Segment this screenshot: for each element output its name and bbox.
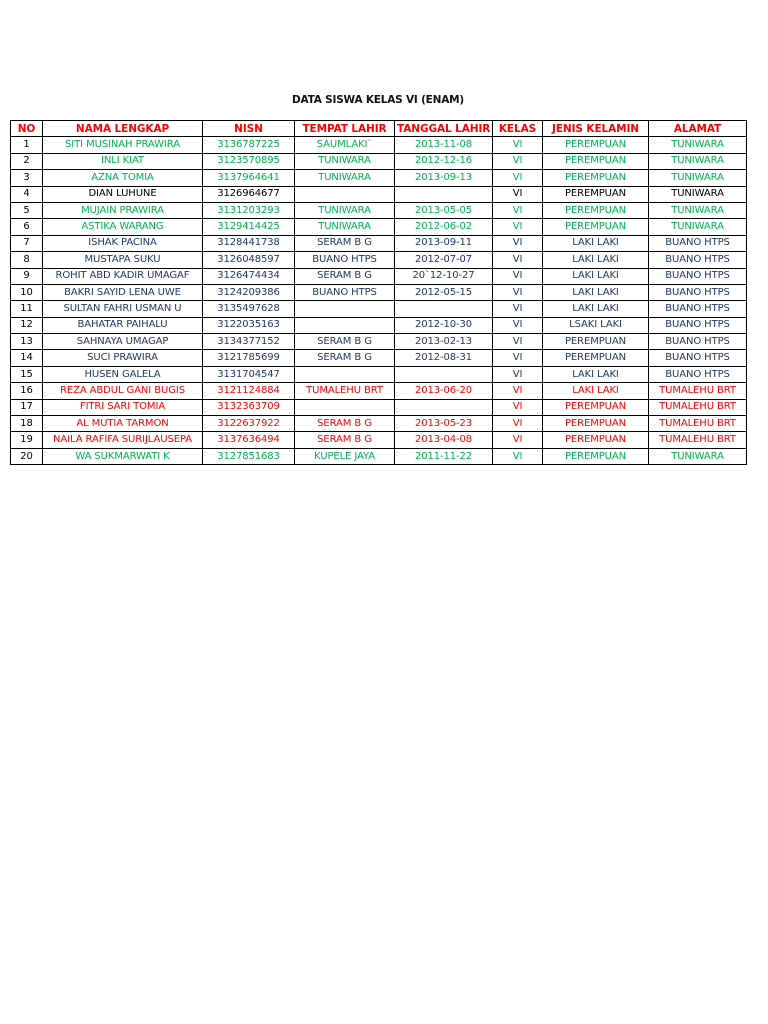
cell-kelas: VI bbox=[493, 284, 543, 300]
table-row bbox=[11, 137, 747, 153]
table-row bbox=[11, 366, 747, 382]
cell-nama-lengkap: MUJAIN PRAWIRA bbox=[43, 202, 203, 218]
cell-alamat: TUNIWARA bbox=[649, 153, 747, 169]
cell-tanggal-lahir bbox=[395, 301, 493, 317]
cell-nisn: 3123570895 bbox=[203, 153, 295, 169]
cell-nama-lengkap: ROHIT ABD KADIR UMAGAF bbox=[43, 268, 203, 284]
cell-no: 19 bbox=[11, 432, 43, 448]
cell-no: 2 bbox=[11, 153, 43, 169]
table-row bbox=[11, 153, 747, 169]
table-row bbox=[11, 432, 747, 448]
cell-kelas: VI bbox=[493, 334, 543, 350]
cell-nisn: 3132363709 bbox=[203, 399, 295, 415]
cell-kelas: VI bbox=[493, 268, 543, 284]
cell-tanggal-lahir: 2013-09-13 bbox=[395, 170, 493, 186]
table-row bbox=[11, 301, 747, 317]
table-row bbox=[11, 252, 747, 268]
cell-tanggal-lahir: 2012-07-07 bbox=[395, 252, 493, 268]
cell-no: 17 bbox=[11, 399, 43, 415]
cell-kelas: VI bbox=[493, 350, 543, 366]
cell-no: 9 bbox=[11, 268, 43, 284]
cell-no: 10 bbox=[11, 284, 43, 300]
cell-jenis-kelamin: PEREMPUAN bbox=[543, 137, 649, 153]
cell-tempat-lahir bbox=[295, 317, 395, 333]
cell-jenis-kelamin: PEREMPUAN bbox=[543, 448, 649, 464]
cell-tempat-lahir bbox=[295, 366, 395, 382]
column-header-nisn: NISN bbox=[203, 121, 295, 137]
table-row bbox=[11, 219, 747, 235]
cell-jenis-kelamin: PEREMPUAN bbox=[543, 350, 649, 366]
cell-alamat: TUNIWARA bbox=[649, 448, 747, 464]
cell-tempat-lahir bbox=[295, 399, 395, 415]
cell-jenis-kelamin: LAKI LAKI bbox=[543, 268, 649, 284]
cell-jenis-kelamin: LAKI LAKI bbox=[543, 301, 649, 317]
cell-no: 4 bbox=[11, 186, 43, 202]
table-row bbox=[11, 268, 747, 284]
cell-tanggal-lahir bbox=[395, 186, 493, 202]
cell-kelas: VI bbox=[493, 170, 543, 186]
cell-no: 15 bbox=[11, 366, 43, 382]
cell-jenis-kelamin: PEREMPUAN bbox=[543, 399, 649, 415]
cell-jenis-kelamin: LAKI LAKI bbox=[543, 366, 649, 382]
cell-nisn: 3126964677 bbox=[203, 186, 295, 202]
table-row bbox=[11, 416, 747, 432]
cell-jenis-kelamin: PEREMPUAN bbox=[543, 186, 649, 202]
cell-tempat-lahir: SAUMLAKI` bbox=[295, 137, 395, 153]
cell-alamat: BUANO HTPS bbox=[649, 235, 747, 251]
cell-tempat-lahir: SERAM B G bbox=[295, 268, 395, 284]
cell-kelas: VI bbox=[493, 137, 543, 153]
cell-tempat-lahir: SERAM B G bbox=[295, 235, 395, 251]
cell-alamat: BUANO HTPS bbox=[649, 317, 747, 333]
cell-no: 13 bbox=[11, 334, 43, 350]
cell-alamat: BUANO HTPS bbox=[649, 284, 747, 300]
cell-nisn: 3127851683 bbox=[203, 448, 295, 464]
cell-jenis-kelamin: PEREMPUAN bbox=[543, 219, 649, 235]
cell-nama-lengkap: FITRI SARI TOMIA bbox=[43, 399, 203, 415]
cell-nama-lengkap: HUSEN GALELA bbox=[43, 366, 203, 382]
cell-tempat-lahir: TUNIWARA bbox=[295, 153, 395, 169]
cell-tanggal-lahir: 2012-08-31 bbox=[395, 350, 493, 366]
cell-nama-lengkap: MUSTAPA SUKU bbox=[43, 252, 203, 268]
cell-tanggal-lahir: 2013-09-11 bbox=[395, 235, 493, 251]
cell-kelas: VI bbox=[493, 317, 543, 333]
cell-kelas: VI bbox=[493, 448, 543, 464]
cell-nisn: 3121124884 bbox=[203, 383, 295, 399]
cell-nama-lengkap: REZA ABDUL GANI BUGIS bbox=[43, 383, 203, 399]
table-row bbox=[11, 383, 747, 399]
cell-nama-lengkap: BAHATAR PAIHALU bbox=[43, 317, 203, 333]
cell-no: 11 bbox=[11, 301, 43, 317]
cell-tempat-lahir: TUNIWARA bbox=[295, 170, 395, 186]
cell-nama-lengkap: SULTAN FAHRI USMAN U bbox=[43, 301, 203, 317]
cell-alamat: BUANO HTPS bbox=[649, 301, 747, 317]
cell-tempat-lahir: KUPELE JAYA bbox=[295, 448, 395, 464]
cell-tanggal-lahir: 2012-05-15 bbox=[395, 284, 493, 300]
table-header-row bbox=[11, 121, 747, 137]
cell-kelas: VI bbox=[493, 416, 543, 432]
table-row bbox=[11, 170, 747, 186]
cell-nisn: 3136787225 bbox=[203, 137, 295, 153]
cell-tempat-lahir: TUNIWARA bbox=[295, 202, 395, 218]
cell-alamat: TUMALEHU BRT bbox=[649, 416, 747, 432]
table-row bbox=[11, 399, 747, 415]
cell-no: 1 bbox=[11, 137, 43, 153]
cell-tempat-lahir: TUMALEHU BRT bbox=[295, 383, 395, 399]
cell-nisn: 3122637922 bbox=[203, 416, 295, 432]
table-row bbox=[11, 350, 747, 366]
cell-alamat: TUNIWARA bbox=[649, 186, 747, 202]
cell-nisn: 3128441738 bbox=[203, 235, 295, 251]
cell-kelas: VI bbox=[493, 219, 543, 235]
cell-nama-lengkap: AL MUTIA TARMON bbox=[43, 416, 203, 432]
column-header-alamat: ALAMAT bbox=[649, 121, 747, 137]
cell-jenis-kelamin: LAKI LAKI bbox=[543, 284, 649, 300]
table-body bbox=[11, 137, 747, 465]
cell-alamat: BUANO HTPS bbox=[649, 334, 747, 350]
cell-tempat-lahir: BUANO HTPS bbox=[295, 284, 395, 300]
cell-alamat: TUMALEHU BRT bbox=[649, 383, 747, 399]
cell-nama-lengkap: DIAN LUHUNE bbox=[43, 186, 203, 202]
cell-nama-lengkap: NAILA RAFIFA SURIJLAUSEPA bbox=[43, 432, 203, 448]
document-title: DATA SISWA KELAS VI (ENAM) bbox=[291, 94, 465, 106]
cell-nisn: 3137636494 bbox=[203, 432, 295, 448]
cell-nisn: 3121785699 bbox=[203, 350, 295, 366]
cell-kelas: VI bbox=[493, 432, 543, 448]
table-row bbox=[11, 448, 747, 464]
cell-tanggal-lahir: 2013-02-13 bbox=[395, 334, 493, 350]
cell-jenis-kelamin: LAKI LAKI bbox=[543, 383, 649, 399]
cell-jenis-kelamin: PEREMPUAN bbox=[543, 153, 649, 169]
cell-nisn: 3135497628 bbox=[203, 301, 295, 317]
cell-alamat: TUMALEHU BRT bbox=[649, 399, 747, 415]
cell-nama-lengkap: BAKRI SAYID LENA UWE bbox=[43, 284, 203, 300]
cell-tempat-lahir: SERAM B G bbox=[295, 350, 395, 366]
cell-no: 8 bbox=[11, 252, 43, 268]
cell-nama-lengkap: ISHAK PACINA bbox=[43, 235, 203, 251]
cell-tempat-lahir bbox=[295, 301, 395, 317]
cell-alamat: BUANO HTPS bbox=[649, 366, 747, 382]
cell-alamat: BUANO HTPS bbox=[649, 268, 747, 284]
cell-tanggal-lahir: 2013-11-08 bbox=[395, 137, 493, 153]
cell-nisn: 3131704547 bbox=[203, 366, 295, 382]
cell-tanggal-lahir bbox=[395, 399, 493, 415]
table-row bbox=[11, 334, 747, 350]
cell-alamat: TUNIWARA bbox=[649, 202, 747, 218]
cell-nama-lengkap: ASTIKA WARANG bbox=[43, 219, 203, 235]
cell-jenis-kelamin: PEREMPUAN bbox=[543, 202, 649, 218]
cell-tempat-lahir: SERAM B G bbox=[295, 432, 395, 448]
cell-alamat: TUNIWARA bbox=[649, 170, 747, 186]
cell-nisn: 3137964641 bbox=[203, 170, 295, 186]
cell-jenis-kelamin: PEREMPUAN bbox=[543, 170, 649, 186]
cell-no: 18 bbox=[11, 416, 43, 432]
cell-alamat: BUANO HTPS bbox=[649, 350, 747, 366]
table-row bbox=[11, 235, 747, 251]
cell-kelas: VI bbox=[493, 153, 543, 169]
cell-jenis-kelamin: LAKI LAKI bbox=[543, 252, 649, 268]
cell-alamat: BUANO HTPS bbox=[649, 252, 747, 268]
cell-nama-lengkap: SUCI PRAWIRA bbox=[43, 350, 203, 366]
cell-jenis-kelamin: PEREMPUAN bbox=[543, 334, 649, 350]
cell-jenis-kelamin: PEREMPUAN bbox=[543, 416, 649, 432]
column-header-no: NO bbox=[11, 121, 43, 137]
cell-nama-lengkap: SITI MUSINAH PRAWIRA bbox=[43, 137, 203, 153]
cell-nisn: 3134377152 bbox=[203, 334, 295, 350]
cell-nama-lengkap: WA SUKMARWATI K bbox=[43, 448, 203, 464]
cell-no: 14 bbox=[11, 350, 43, 366]
cell-alamat: TUNIWARA bbox=[649, 137, 747, 153]
cell-tanggal-lahir: 2013-05-05 bbox=[395, 202, 493, 218]
column-header-kelas: KELAS bbox=[493, 121, 543, 137]
cell-no: 6 bbox=[11, 219, 43, 235]
cell-tempat-lahir: BUANO HTPS bbox=[295, 252, 395, 268]
cell-tanggal-lahir: 2013-06-20 bbox=[395, 383, 493, 399]
cell-kelas: VI bbox=[493, 301, 543, 317]
cell-tempat-lahir: SERAM B G bbox=[295, 334, 395, 350]
table-row bbox=[11, 284, 747, 300]
student-table bbox=[10, 120, 747, 465]
cell-tempat-lahir: TUNIWARA bbox=[295, 219, 395, 235]
cell-tanggal-lahir: 2011-11-22 bbox=[395, 448, 493, 464]
cell-alamat: TUNIWARA bbox=[649, 219, 747, 235]
cell-no: 7 bbox=[11, 235, 43, 251]
cell-jenis-kelamin: PEREMPUAN bbox=[543, 432, 649, 448]
cell-tanggal-lahir bbox=[395, 366, 493, 382]
cell-no: 12 bbox=[11, 317, 43, 333]
table-row bbox=[11, 202, 747, 218]
cell-kelas: VI bbox=[493, 366, 543, 382]
cell-no: 3 bbox=[11, 170, 43, 186]
cell-nisn: 3122035163 bbox=[203, 317, 295, 333]
column-header-jenis-kelamin: JENIS KELAMIN bbox=[543, 121, 649, 137]
cell-nisn: 3124209386 bbox=[203, 284, 295, 300]
cell-nama-lengkap: AZNA TOMIA bbox=[43, 170, 203, 186]
cell-jenis-kelamin: LAKI LAKI bbox=[543, 235, 649, 251]
cell-kelas: VI bbox=[493, 202, 543, 218]
column-header-nama-lengkap: NAMA LENGKAP bbox=[43, 121, 203, 137]
cell-no: 5 bbox=[11, 202, 43, 218]
cell-kelas: VI bbox=[493, 235, 543, 251]
cell-tanggal-lahir: 2012-06-02 bbox=[395, 219, 493, 235]
cell-tanggal-lahir: 2013-05-23 bbox=[395, 416, 493, 432]
cell-tanggal-lahir: 2012-12-16 bbox=[395, 153, 493, 169]
cell-tempat-lahir bbox=[295, 186, 395, 202]
cell-nisn: 3126474434 bbox=[203, 268, 295, 284]
cell-kelas: VI bbox=[493, 252, 543, 268]
column-header-tempat-lahir: TEMPAT LAHIR bbox=[295, 121, 395, 137]
cell-no: 20 bbox=[11, 448, 43, 464]
cell-kelas: VI bbox=[493, 383, 543, 399]
cell-tempat-lahir: SERAM B G bbox=[295, 416, 395, 432]
cell-tanggal-lahir: 20`12-10-27 bbox=[395, 268, 493, 284]
table-row bbox=[11, 186, 747, 202]
cell-no: 16 bbox=[11, 383, 43, 399]
cell-tanggal-lahir: 2013-04-08 bbox=[395, 432, 493, 448]
column-header-tanggal-lahir: TANGGAL LAHIR bbox=[395, 121, 493, 137]
cell-nisn: 3129414425 bbox=[203, 219, 295, 235]
cell-kelas: VI bbox=[493, 399, 543, 415]
cell-nama-lengkap: SAHNAYA UMAGAP bbox=[43, 334, 203, 350]
cell-nisn: 3126048597 bbox=[203, 252, 295, 268]
cell-nisn: 3131203293 bbox=[203, 202, 295, 218]
cell-nama-lengkap: INLI KIAT bbox=[43, 153, 203, 169]
table-row bbox=[11, 317, 747, 333]
cell-alamat: TUMALEHU BRT bbox=[649, 432, 747, 448]
cell-kelas: VI bbox=[493, 186, 543, 202]
cell-jenis-kelamin: LSAKI LAKI bbox=[543, 317, 649, 333]
cell-tanggal-lahir: 2012-10-30 bbox=[395, 317, 493, 333]
